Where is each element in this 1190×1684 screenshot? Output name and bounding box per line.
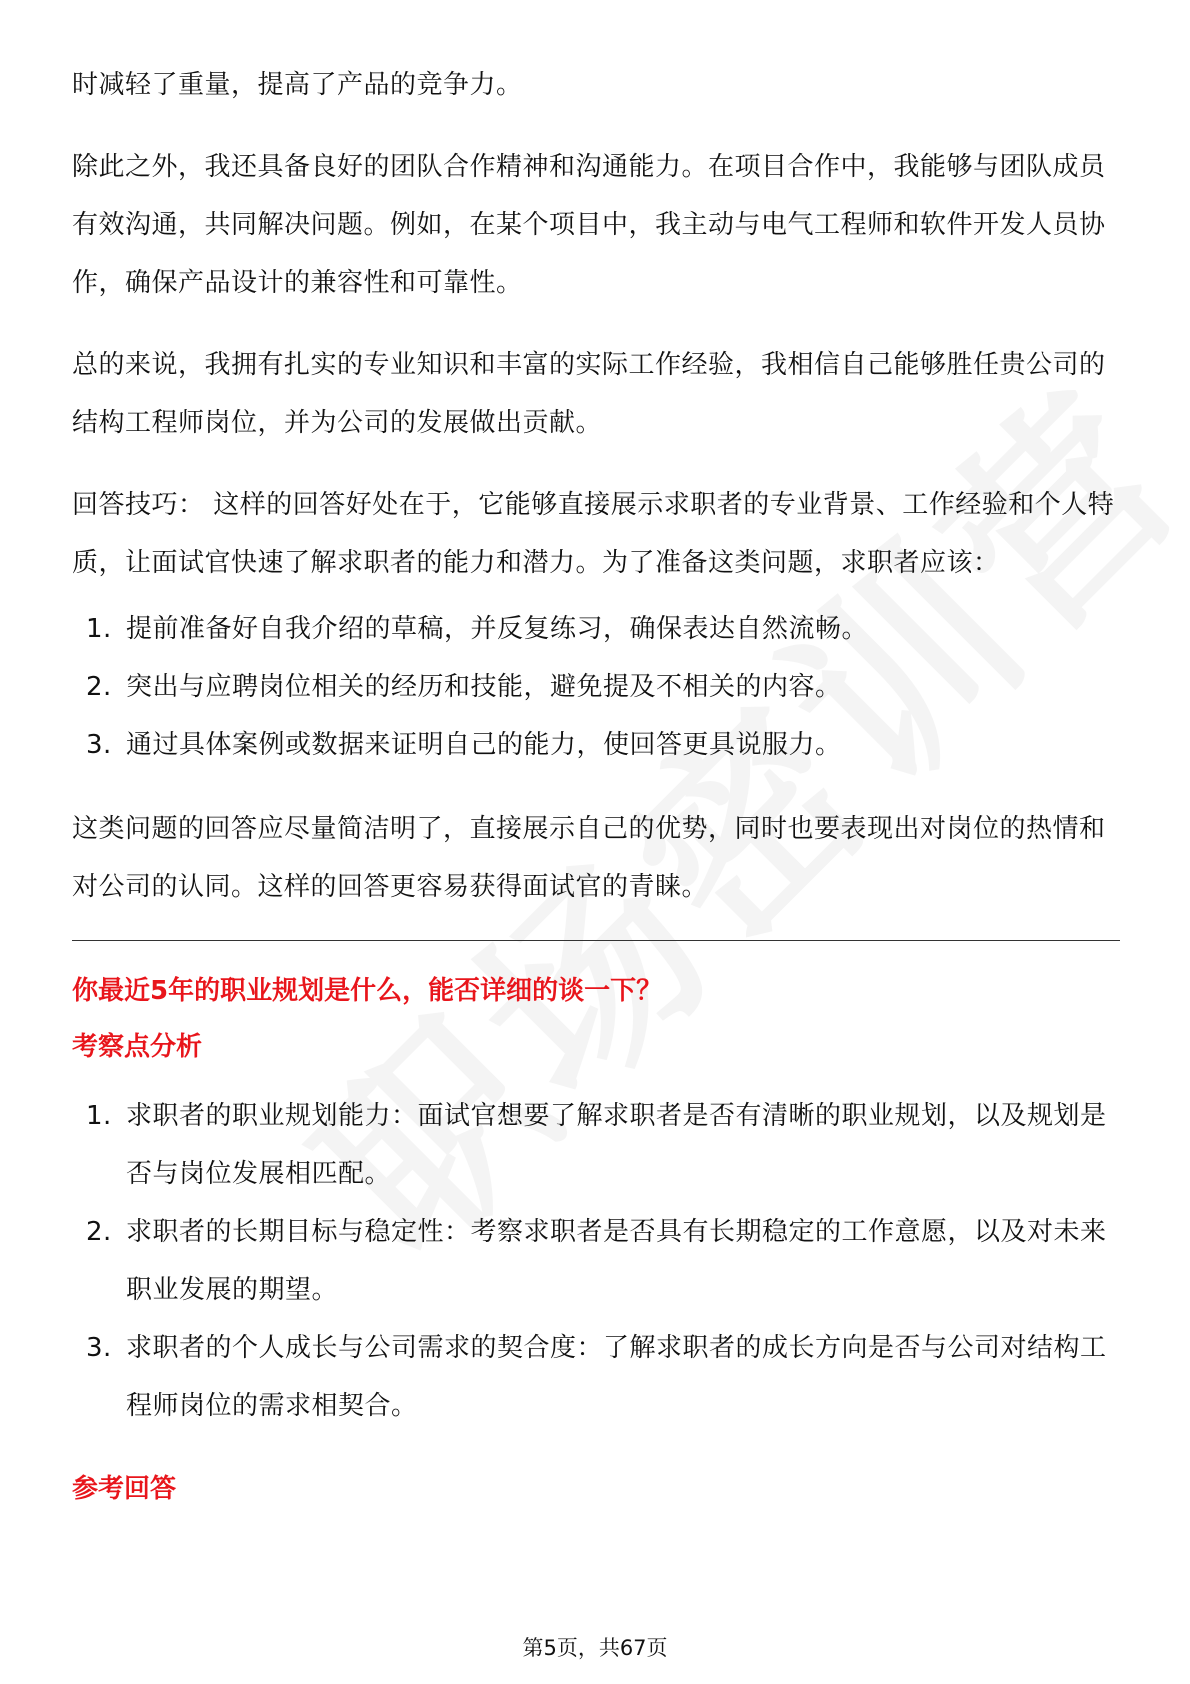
paragraph: 除此之外，我还具备良好的团队合作精神和沟通能力。在项目合作中，我能够与团队成员有效沟通，共同解决问题。例如，在某个项目中，我主动与电气工程师和软件开发人员协作，确保产品设计的兼容性和可靠性。 <box>72 152 1106 298</box>
paragraph: 时减轻了重量，提高了产品的竞争力。 <box>72 70 523 100</box>
list-item-text: 突出与应聘岗位相关的经历和技能，避免提及不相关的内容。 <box>126 672 842 702</box>
list-item <box>72 658 1120 716</box>
list-item-text: 求职者的长期目标与稳定性：考察求职者是否具有长期稳定的工作意愿，以及对未来职业发展的期望。 <box>126 1217 1107 1305</box>
list-item <box>72 1087 1120 1203</box>
list-item <box>72 1203 1120 1319</box>
closing-paragraph: 这类问题的回答应尽量简洁明了，直接展示自己的优势，同时也要表现出对岗位的热情和对公司的认同。这样的回答更容易获得面试官的青睐。 <box>72 814 1106 902</box>
list-item-text: 通过具体案例或数据来证明自己的能力，使回答更具说服力。 <box>126 730 842 760</box>
list-number: 3. <box>86 730 112 760</box>
list-item-text: 提前准备好自我介绍的草稿，并反复练习，确保表达自然流畅。 <box>126 614 869 644</box>
answer-heading: 参考回答 <box>72 1474 177 1504</box>
tips-list <box>72 600 1120 774</box>
list-number: 1. <box>86 614 112 644</box>
list-number: 3. <box>86 1333 112 1363</box>
question-title: 你最近5年的职业规划是什么，能否详细的谈一下？ <box>72 976 663 1006</box>
list-item <box>72 1319 1120 1435</box>
list-item-text: 求职者的职业规划能力：面试官想要了解求职者是否有清晰的职业规划，以及规划是否与岗位发展相匹配。 <box>126 1101 1107 1189</box>
list-number: 1. <box>86 1101 112 1131</box>
answer-tips-paragraph: 回答技巧： 这样的回答好处在于，它能够直接展示求职者的专业背景、工作经验和个人特质，让面试官快速了解求职者的能力和潜力。为了准备这类问题，求职者应该： <box>72 490 1115 578</box>
section-divider <box>72 940 1120 941</box>
list-number: 2. <box>86 672 112 702</box>
page-number: 第5页，共67页 <box>522 1636 668 1660</box>
analysis-list <box>72 1087 1120 1435</box>
list-item <box>72 716 1120 774</box>
page-content <box>72 56 1120 1529</box>
list-number: 2. <box>86 1217 112 1247</box>
analysis-heading: 考察点分析 <box>72 1032 203 1062</box>
list-item-text: 求职者的个人成长与公司需求的契合度：了解求职者的成长方向是否与公司对结构工程师岗位的需求相契合。 <box>126 1333 1107 1421</box>
paragraph: 总的来说，我拥有扎实的专业知识和丰富的实际工作经验，我相信自己能够胜任贵公司的结构工程师岗位，并为公司的发展做出贡献。 <box>72 350 1106 438</box>
list-item <box>72 600 1120 658</box>
